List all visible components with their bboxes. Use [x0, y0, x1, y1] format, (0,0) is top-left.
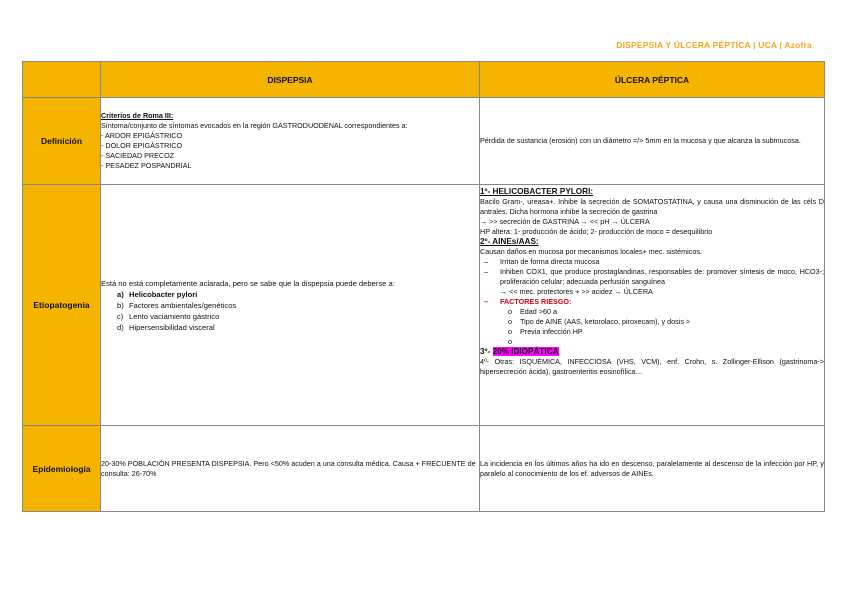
- epidemiology-ulcera-text: La incidencia en los últimos años ha ido en descenso, paralelamente al descenso de la infección por HP, y paralelo al conocimiento de los ef. adversos de AINEs.: [480, 458, 824, 478]
- column-header-dispepsia: DISPEPSIA: [101, 62, 480, 98]
- epidemiologia-dispepsia-cell: [101, 426, 480, 512]
- aines-heading: 2º- AINEs/AAS:: [480, 237, 539, 246]
- risk-factor-item: o Tipo de AINE (AAS, ketorolaco, piroxecam), y dosis >: [480, 317, 824, 327]
- idiopathic-line: 3º- 20% IDIOPÁTICA: [480, 347, 559, 356]
- row-label-etiopatogenia: Etiopatogenia: [23, 185, 101, 426]
- etiology-item: c) Lento vaciamiento gástrico: [117, 311, 220, 321]
- table-row-etiopatogenia: [23, 185, 825, 426]
- row-label-epidemiologia: Epidemiología: [23, 426, 101, 512]
- epidemiologia-ulcera-cell: [480, 426, 825, 512]
- summary-table: [22, 61, 825, 512]
- idiopathic-highlight: 20% IDIOPÁTICA: [492, 347, 559, 356]
- other-causes: 4º- Otras: ISQUÉMICA, INFECCIOSA (VHS, VCM), enf. Crohn, s. Zollinger-Ellison (gastrinoma-> hipersecreción ácida), gastroenteritis eosinofílica…: [480, 357, 824, 376]
- ulcera-definition-text: Pérdida de sustancia (erosión) con un diámetro =/> 5mm en la mucosa y que alcanza la submucosa.: [480, 136, 801, 145]
- risk-factors-heading: – FACTORES RIESGO:: [480, 297, 824, 307]
- etiology-item: a) Helicobacter pylori: [117, 289, 198, 299]
- symptom-item: - SACIEDAD PRECOZ: [101, 151, 175, 160]
- risk-factor-item: [480, 337, 824, 347]
- definicion-ulcera-cell: [480, 98, 825, 185]
- row-label-definicion: Definición: [23, 98, 101, 185]
- criteria-title: Criterios de Roma III:: [101, 111, 174, 120]
- symptom-item: - PESADEZ POSPANDRIAL: [101, 161, 192, 170]
- hp-paragraph: Bacilo Gram-, ureasa+. Inhibe la secreción de SOMATOSTATINA, y causa una disminución de las céls D antrales. Dicha hormona inhibe la secreción de gastrina: [480, 197, 824, 216]
- corner-cell: [23, 62, 101, 98]
- aines-point: – Irritan de forma directa mucosa: [480, 257, 824, 267]
- symptom-item: - DOLOR EPIGÁSTRICO: [101, 141, 183, 150]
- hp-cascade: → >> secreción de GASTRINA → << pH → ÚLCERA: [480, 217, 650, 226]
- etiology-intro: Está no está completamente aclarada, pero se sabe que la dispepsia puede deberse a:: [101, 278, 395, 288]
- table-row-definicion: [23, 98, 825, 185]
- etiology-item: b) Factores ambientales/genéticos: [117, 300, 237, 310]
- etiopatogenia-dispepsia-cell: [101, 185, 480, 426]
- epidemiology-dispepsia-text: 20-30% POBLACIÓN PRESENTA DISPEPSIA. Pero <50% acuden a una consulta médica. Causa + FRECUENTE de consulta: 26-70%: [101, 458, 476, 478]
- table-header-row: [23, 62, 825, 98]
- hp-heading: 1º- HELICOBACTER PYLORI:: [480, 187, 594, 196]
- etiopatogenia-ulcera-cell: [480, 185, 825, 426]
- document-header: DISPEPSIA Y ÚLCERA PÉPTICA | UCA | Azofra: [616, 40, 812, 50]
- aines-cascade: → << mec. protectores + >> acidez → ÚLCERA: [500, 287, 653, 296]
- table-row-epidemiologia: [23, 426, 825, 512]
- aines-paragraph: Causan daños en mucosa por mecanismos locales+ mec. sistémicos.: [480, 247, 702, 256]
- symptom-item: - ARDOR EPIGÁSTRICO: [101, 131, 183, 140]
- definition-text: Síntoma/conjunto de síntomas evocados en la región GASTRODUODENAL correspondientes a:: [101, 121, 408, 130]
- risk-factor-item: o Previa infección HP: [480, 327, 824, 337]
- risk-factor-item: o Edad >60 a: [480, 307, 824, 317]
- column-header-ulcera: ÚLCERA PÉPTICA: [480, 62, 825, 98]
- definicion-dispepsia-cell: [101, 98, 480, 185]
- aines-point: – Inhiben COX1, que produce prostaglandinas, responsables de: promover síntesis de moco, HCO3-; proliferación celular; adecuada perfusión sanguínea: [480, 267, 824, 287]
- hp-alteration: HP altera: 1- producción de ácido; 2- producción de moco = desequilibrio: [480, 227, 713, 236]
- etiology-item: d) Hipersensibilidad visceral: [117, 322, 215, 332]
